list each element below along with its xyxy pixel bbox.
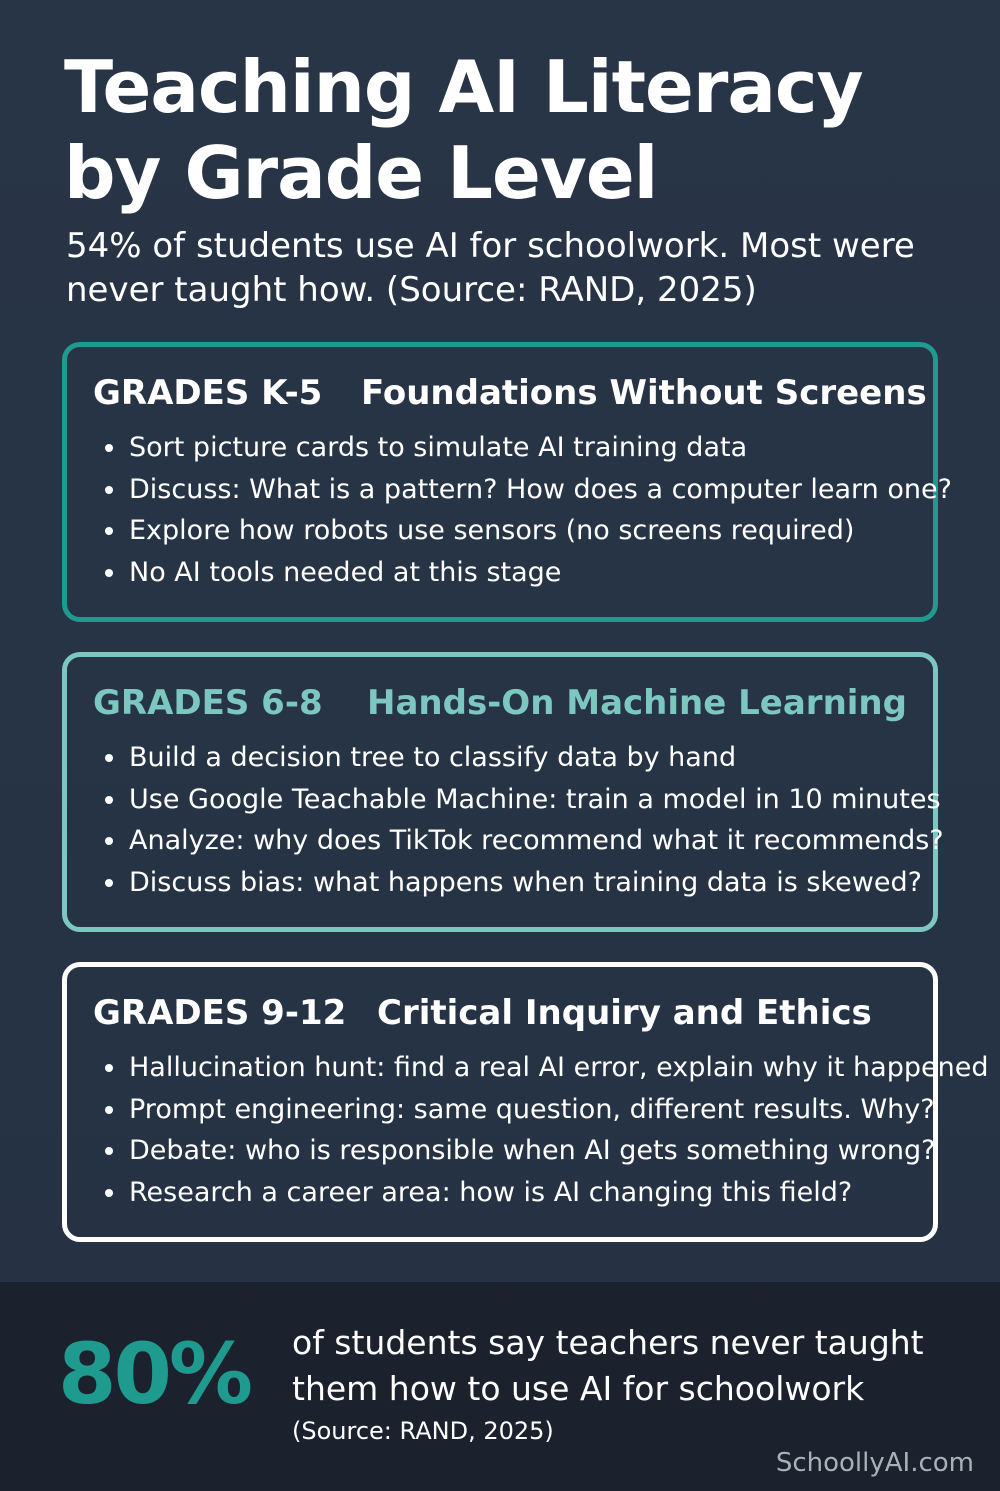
card-grades-k-5 (62, 342, 952, 622)
list-item: Research a career area: how is AI changing this field? (93, 1172, 933, 1214)
list-item: No AI tools needed at this stage (93, 552, 933, 594)
card-grade-label: GRADES 9-12 (93, 993, 347, 1033)
page-subtitle: 54% of students use AI for schoolwork. Most were never taught how. (Source: RAND, 2025) (66, 226, 915, 310)
big-stat-number: 80% (58, 1325, 251, 1423)
card-bullet-list (93, 1047, 989, 1213)
card-bullet-list (93, 737, 944, 903)
list-item: Prompt engineering: same question, different results. Why? (93, 1089, 933, 1131)
card-grades-9-12 (62, 962, 989, 1242)
list-item: Sort picture cards to simulate AI training data (93, 427, 933, 469)
card-header (93, 679, 933, 727)
card-grade-label: GRADES K-5 (93, 373, 323, 413)
card-heading: Foundations Without Screens (361, 373, 927, 413)
card-header (93, 369, 933, 417)
stat-source: (Source: RAND, 2025) (292, 1417, 554, 1445)
list-item: Debate: who is responsible when AI gets something wrong? (93, 1130, 933, 1172)
list-item: Use Google Teachable Machine: train a model in 10 minutes (93, 779, 933, 821)
list-item: Explore how robots use sensors (no screens required) (93, 510, 933, 552)
card-header (93, 989, 933, 1037)
list-item: Discuss bias: what happens when training data is skewed? (93, 862, 933, 904)
list-item: Analyze: why does TikTok recommend what it recommends? (93, 820, 933, 862)
card-grade-label: GRADES 6-8 (93, 683, 323, 723)
card-heading: Hands-On Machine Learning (367, 683, 907, 723)
card-heading: Critical Inquiry and Ethics (377, 993, 872, 1033)
page-title: Teaching AI Literacy by Grade Level (64, 45, 863, 215)
card-grades-6-8 (62, 652, 944, 932)
list-item: Hallucination hunt: find a real AI error, explain why it happened (93, 1047, 933, 1089)
brand-watermark: SchoollyAI.com (775, 1448, 974, 1478)
list-item: Build a decision tree to classify data by hand (93, 737, 933, 779)
card-bullet-list (93, 427, 952, 593)
list-item: Discuss: What is a pattern? How does a computer learn one? (93, 469, 933, 511)
stat-description: of students say teachers never taught them how to use AI for schoolwork (292, 1323, 924, 1408)
